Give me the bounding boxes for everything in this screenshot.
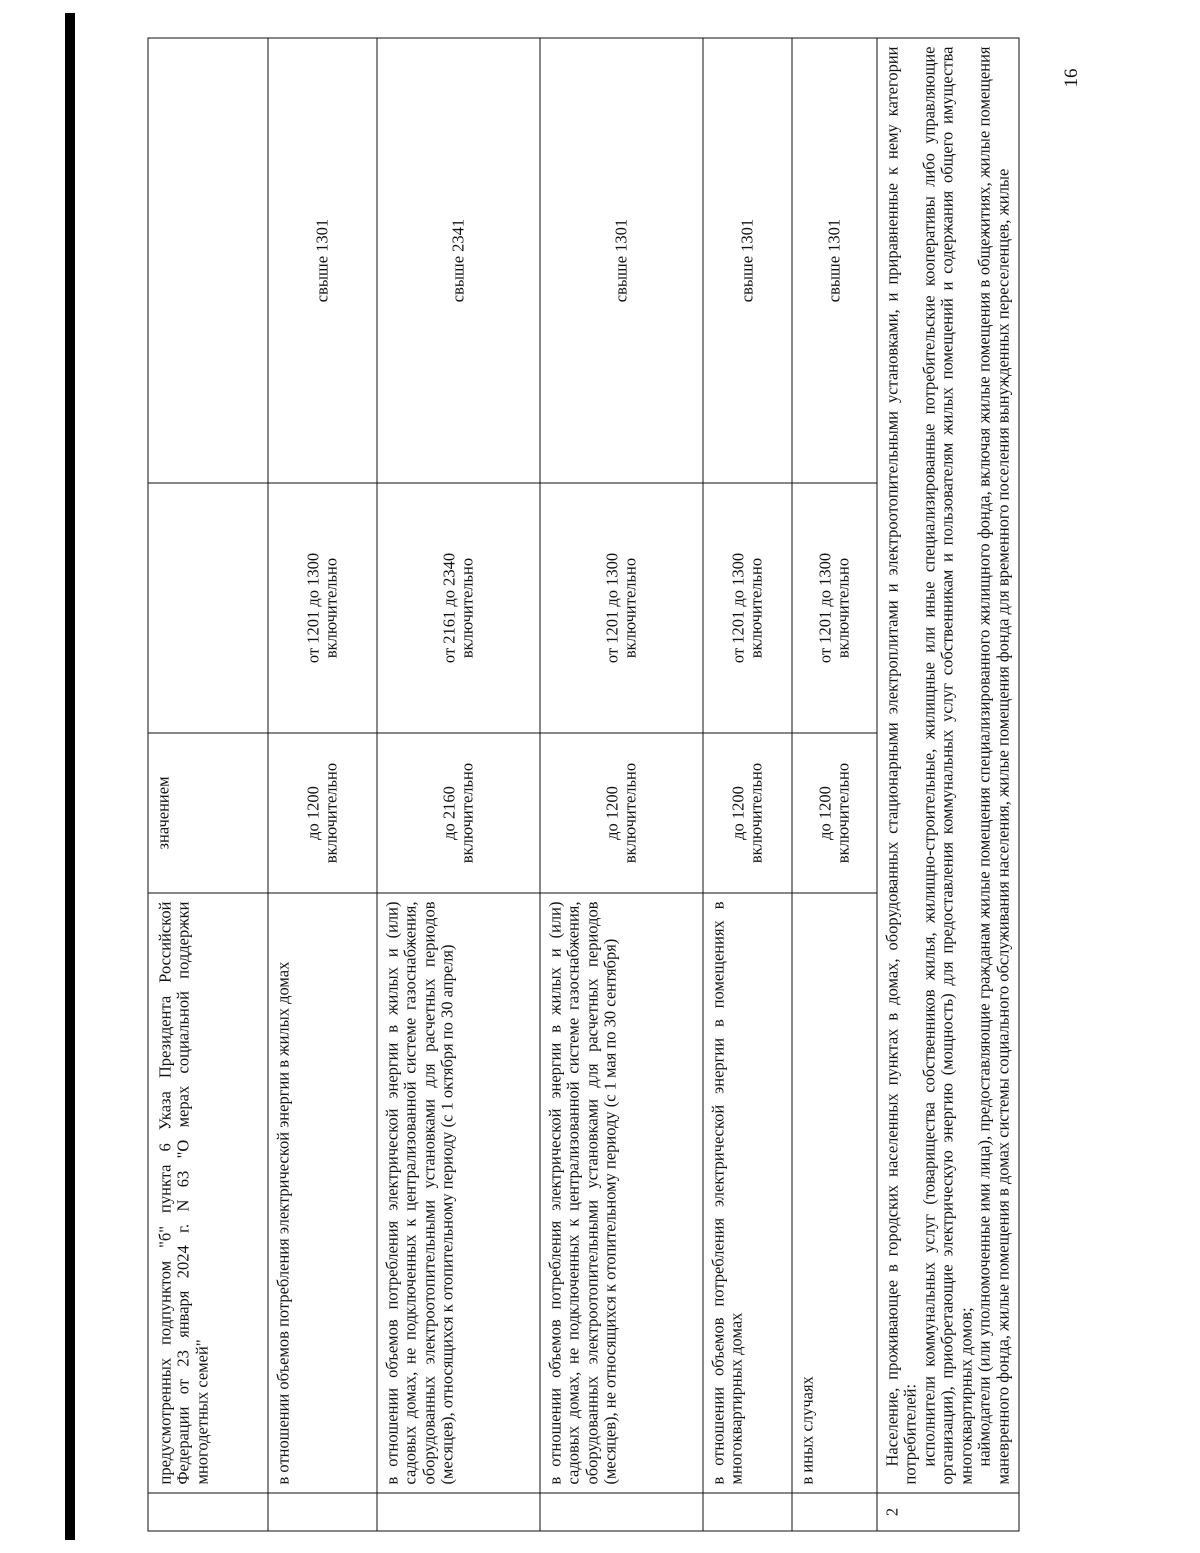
description-cell: в иных случаях: [792, 893, 877, 1493]
description-cell: в отношении объемов потребления электрической энергии в помещениях в многоквартирных домах: [703, 893, 792, 1493]
limit-cell: до 1200 включительно: [792, 733, 877, 893]
limit-cell: до 1200 включительно: [540, 733, 703, 893]
page-number: 16: [1061, 68, 1082, 88]
table-row: [148, 38, 268, 1531]
limit-cell: от 1201 до 1300 включительно: [540, 483, 703, 733]
tariff-table: [148, 38, 1020, 1532]
limit-cell: [148, 483, 268, 733]
table-row: [268, 38, 377, 1531]
limit-cell: свыше 1301: [792, 38, 877, 483]
group-2-paragraph: наймодатели (или уполномоченные ими лица), предоставляющие гражданам жилые помещения специализированного жилищного фонда, включая жилые помещения в общежитиях, жилые помещения маневренного фонда, жилые помещения в домах системы социального обслуживания населения, жилые помещения фонда для временного поселения вынужденных переселенцев, жилые: [974, 46, 1013, 1485]
limit-cell: [148, 38, 268, 483]
limit-cell: до 2160 включительно: [377, 733, 540, 893]
limit-cell: свыше 1301: [703, 38, 792, 483]
group-2-description: [877, 38, 1019, 1493]
scan-margin-bar: [65, 13, 75, 1540]
limit-cell: значением: [148, 733, 268, 893]
description-cell: предусмотренных подпунктом "б" пункта 6 Указа Президента Российской Федерации от 23 января 2024 г. N 63 "О мерах социальной поддержки многодетных семей": [148, 893, 268, 1493]
table-row: [540, 38, 703, 1531]
group-2-paragraph: исполнители коммунальных услуг (товарищества собственников жилья, жилищно-строительные, жилищные или иные специализированные потребительские кооперативы либо управляющие организации), приобретающие электрическую энергию (мощность) для предоставления коммунальных услуг собственникам и пользователям жилых помещений и содержания общего имущества многоквартирных домов;: [919, 46, 976, 1485]
row-number-cell: [377, 1493, 540, 1531]
description-cell: в отношении объемов потребления электрической энергии в жилых домах: [268, 893, 377, 1493]
limit-cell: до 1200 включительно: [268, 733, 377, 893]
table-row: [877, 38, 1019, 1531]
limit-cell: от 2161 до 2340 включительно: [377, 483, 540, 733]
table-row: [792, 38, 877, 1531]
row-number-cell: [703, 1493, 792, 1531]
rotated-table-sheet: [148, 39, 1013, 1532]
row-number-cell: [148, 1493, 268, 1531]
limit-cell: свыше 2341: [377, 38, 540, 483]
description-cell: в отношении объемов потребления электрической энергии в жилых и (или) садовых домах, не подключенных к централизованной системе газоснабжения, оборудованных электроотопительными установками для расчетных периодов (месяцев), относящихся к отопительному периоду (с 1 октября по 30 апреля): [377, 893, 540, 1493]
row-number-cell: [268, 1493, 377, 1531]
row-number-cell: [540, 1493, 703, 1531]
description-cell: в отношении объемов потребления электрической энергии в жилых и (или) садовых домах, не подключенных к централизованной системе газоснабжения, оборудованных электроотопительными установками для расчетных периодов (месяцев), не относящихся к отопительному периоду (с 1 мая по 30 сентября): [540, 893, 703, 1493]
limit-cell: от 1201 до 1300 включительно: [703, 483, 792, 733]
limit-cell: свыше 1301: [268, 38, 377, 483]
limit-cell: от 1201 до 1300 включительно: [268, 483, 377, 733]
limit-cell: от 1201 до 1300 включительно: [792, 483, 877, 733]
limit-cell: до 1200 включительно: [703, 733, 792, 893]
limit-cell: свыше 1301: [540, 38, 703, 483]
row-number-cell: 2: [877, 1493, 1019, 1531]
group-2-paragraph: Население, проживающее в городских населенных пунктах в домах, оборудованных стационарными электроплитами и электроотопительными установками, и приравненные к нему категории потребителей:: [882, 46, 920, 1485]
table-row: [377, 38, 540, 1531]
table-row: [703, 38, 792, 1531]
row-number-cell: [792, 1493, 877, 1531]
